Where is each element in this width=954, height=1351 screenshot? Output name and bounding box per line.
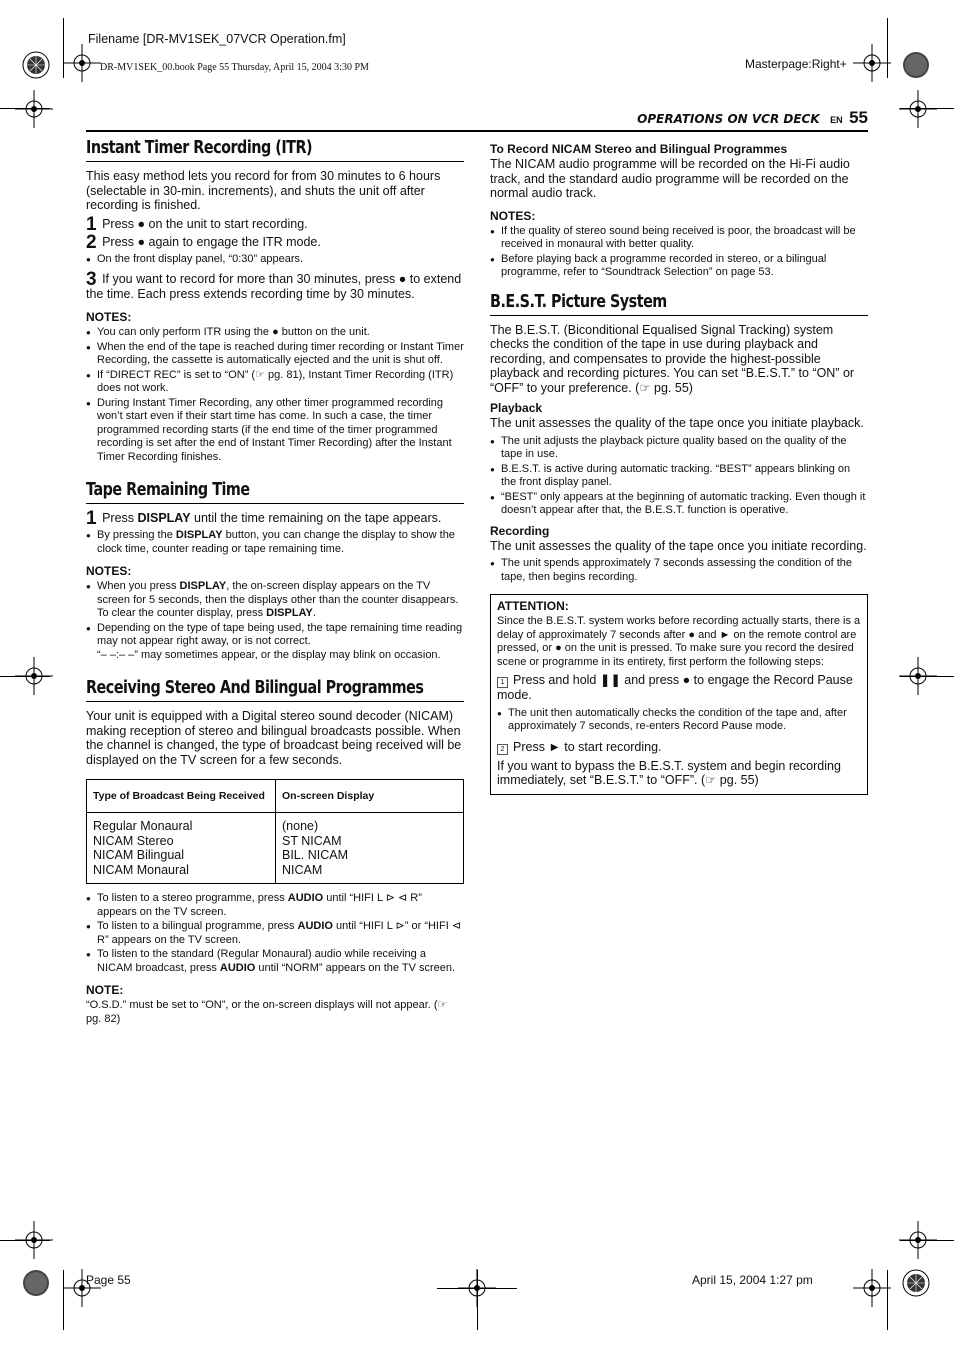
itr-heading — [86, 138, 464, 162]
trt-title: Tape Remaining Time — [86, 480, 250, 500]
crosshair-icon — [899, 90, 937, 128]
list-item: ● B.E.S.T. is active during automatic tracking. “BEST” appears blinking on the front display panel. — [490, 463, 868, 490]
itr-intro: This easy method lets you record for from 30 minutes to 6 hours (selectable in 30-min. increments), and shuts the unit off after recording is finished. — [86, 169, 441, 212]
text: “– –:– –” may sometimes appear, or the display may blink on occasion. — [97, 648, 441, 661]
text: until “HIFI L ⊳” or “HIFI ⊲ R” appears on the TV screen. — [97, 920, 462, 946]
crosshair-icon — [15, 657, 53, 695]
list-item — [86, 580, 464, 621]
display-key: DISPLAY — [175, 529, 223, 541]
text: Depending on the type of tape being used, the tape remaining time reading may not appear right away, or is not correct. — [97, 621, 463, 647]
best-intro: The B.E.S.T. (Biconditional Equalised Signal Tracking) system checks the condition of the tape in use during playback and recording, and compensates to provide the highest-possible playback and recording pictures. You can set “B.E.S.T.” to “ON” or “OFF” to your preference. (☞ pg. 55) — [490, 322, 855, 395]
audio-key: AUDIO — [297, 920, 333, 932]
itr-notes-label: NOTES: — [86, 310, 132, 324]
running-header — [620, 108, 868, 128]
crosshair-icon — [63, 44, 101, 82]
playback-label: Playback — [490, 401, 543, 415]
itr-notes — [86, 326, 464, 464]
playback-notes — [490, 435, 868, 518]
list-item: ● If “DIRECT REC” is set to “ON” (☞ pg. 81), Instant Timer Recording (ITR) does not work. — [86, 369, 464, 396]
attention-step-2 — [497, 740, 861, 755]
slug-book: DR-MV1SEK_00.book Page 55 Thursday, April 15, 2004 3:30 PM — [100, 62, 369, 73]
step-text: Press — [102, 511, 138, 525]
list-item: ● “BEST” only appears at the beginning of automatic tracking. Even though it doesn’t appear after that, the B.E.S.T. function is operative. — [490, 491, 868, 518]
registration-mark-icon — [17, 1264, 55, 1302]
step-text: Press and hold ❚❚ and press ● to engage the Record Pause mode. — [497, 673, 853, 702]
attention-box — [490, 594, 868, 795]
table-header: Type of Broadcast Being Received — [87, 780, 276, 813]
broadcast-table — [86, 779, 464, 884]
list-item: ● The unit adjusts the playback picture quality based on the quality of the tape in use. — [490, 435, 868, 462]
text: button, you can change the display to show the clock time, counter reading or tape remaining time. — [97, 529, 455, 555]
attention-step-1 — [497, 673, 861, 703]
table-row — [87, 813, 464, 884]
list-item: ● When the end of the tape is reached during timer recording or Instant Timer Recording, the cassette is automatically ejected and the unit is shut off. — [86, 341, 464, 368]
step-number: 1 — [86, 508, 97, 529]
crosshair-icon — [458, 1269, 496, 1307]
step-text: If you want to record for more than 30 minutes, press ● to extend the time. Each press extends recording time by 30 minutes. — [86, 272, 462, 301]
right-column — [490, 142, 868, 795]
crosshair-icon — [15, 90, 53, 128]
onscreen-display: NICAM — [282, 862, 323, 877]
table-header-row — [87, 780, 464, 813]
crosshair-icon — [853, 1269, 891, 1307]
stereo-note: “O.S.D.” must be set to “ON”, or the on-screen displays will not appear. (☞ pg. 82) — [86, 999, 448, 1025]
stereo-title: Receiving Stereo And Bilingual Programmes — [86, 678, 424, 698]
display-key: DISPLAY — [179, 580, 227, 592]
registration-mark-icon — [897, 1264, 935, 1302]
text: , the on-screen display appears on the TV screen for 5 seconds, then the displays other than the counter disappears. To clear the counter display, press — [97, 580, 459, 619]
audio-key: AUDIO — [287, 892, 324, 904]
playback-text: The unit assesses the quality of the tape once you initiate playback. — [490, 416, 864, 430]
step-text: Press ► to start recording. — [513, 739, 662, 754]
step-number: 2 — [497, 744, 508, 755]
trt-bullet — [86, 529, 464, 556]
trt-heading — [86, 480, 464, 504]
text: By pressing the — [97, 529, 176, 541]
slug-masterpage: Masterpage:Right+ — [745, 57, 847, 71]
attention-step-1-note: ● The unit then automatically checks the condition of the tape and, after approximately 7 seconds, re-enters Record Pause mode. — [497, 707, 861, 734]
left-column — [86, 138, 464, 1030]
list-item: ● During Instant Timer Recording, any other timer programmed recording won’t start even if their start time has come. In such a case, the timer programmed recording starts (if the end time of the timer programmed recording is set after the end of Instant Timer Recording) after the Instant Timer Recording finishes. — [86, 397, 464, 465]
attention-text: Since the B.E.S.T. system works before recording actually starts, there is a delay of approximately 7 seconds after ● and ► on the remote control are pressed, or ● on the unit is pressed. To make sure you record the desired scene or programme in its entirety, first perform the following steps: — [497, 615, 861, 668]
table-cell — [276, 813, 464, 884]
slug-date: April 15, 2004 1:27 pm — [692, 1273, 813, 1287]
text: To listen to a bilingual programme, press — [97, 920, 298, 932]
audio-key: AUDIO — [219, 961, 256, 974]
list-item: ● You can only perform ITR using the ● button on the unit. — [86, 326, 464, 340]
broadcast-type: Regular Monaural — [93, 819, 193, 833]
nicam-notes-label: NOTES: — [490, 208, 536, 223]
step-number: 2 — [86, 231, 97, 253]
text: To listen to the standard (Regular Monaural) audio while receiving a NICAM broadcast, press — [97, 948, 426, 974]
onscreen-display: ST NICAM — [282, 833, 342, 848]
list-item — [86, 892, 464, 919]
step-text: Press ● on the unit to start recording. — [102, 216, 308, 231]
itr-step-3 — [86, 269, 464, 302]
itr-step-2-note: ● On the front display panel, “0:30” appears. — [86, 253, 464, 267]
onscreen-display: BIL. NICAM — [282, 848, 348, 862]
onscreen-display: (none) — [282, 819, 319, 833]
crosshair-icon — [15, 1221, 53, 1259]
step-number: 1 — [497, 677, 508, 688]
list-item — [86, 920, 464, 947]
text: until “HIFI L ⊳ ⊲ R” appears on the TV screen. — [97, 892, 422, 918]
table-cell — [87, 813, 276, 884]
itr-title: Instant Timer Recording (ITR) — [86, 138, 313, 158]
slug-filename: Filename [DR-MV1SEK_07VCR Operation.fm] — [88, 32, 346, 46]
list-item — [86, 948, 464, 975]
registration-mark-icon — [897, 46, 935, 84]
best-heading — [490, 292, 868, 316]
crosshair-icon — [899, 657, 937, 695]
recording-label: Recording — [490, 523, 550, 538]
best-title: B.E.S.T. Picture System — [490, 291, 667, 312]
display-key: DISPLAY — [266, 607, 313, 619]
text: . — [312, 607, 316, 619]
page-number: 55 — [849, 108, 868, 127]
trt-step-1 — [86, 508, 464, 529]
step-text: until the time remaining on the tape appears. — [190, 511, 442, 525]
section-title: OPERATIONS ON VCR DECK — [637, 112, 820, 126]
list-item: ● The unit spends approximately 7 seconds assessing the condition of the tape, then begins recording. — [490, 557, 868, 584]
lang-label: EN — [830, 115, 843, 125]
list-item: ● If the quality of stereo sound being received is poor, the broadcast will be received in monaural with better quality. — [490, 225, 868, 252]
itr-step-1 — [86, 213, 464, 235]
list-item: ● Before playing back a programme recorded in stereo, or a bilingual programme, refer to “Soundtrack Selection” on page 53. — [490, 253, 868, 280]
table-header: On-screen Display — [276, 780, 464, 813]
trt-notes — [86, 580, 464, 662]
broadcast-type: NICAM Monaural — [93, 862, 189, 877]
attention-bypass: If you want to bypass the B.E.S.T. system and begin recording immediately, set “B.E.S.T.” to “OFF”. (☞ pg. 55) — [497, 758, 841, 787]
nicam-subtitle: To Record NICAM Stereo and Bilingual Programmes — [490, 142, 788, 156]
text: until “NORM” appears on the TV screen. — [255, 961, 456, 974]
display-key: DISPLAY — [137, 511, 191, 525]
header-rule — [86, 130, 868, 132]
stereo-note-label: NOTE: — [86, 983, 124, 997]
recording-text: The unit assesses the quality of the tape once you initiate recording. — [490, 538, 867, 553]
attention-label: ATTENTION: — [497, 599, 569, 613]
step-number: 1 — [86, 213, 97, 235]
stereo-heading — [86, 678, 464, 702]
step-text: Press ● again to engage the ITR mode. — [102, 234, 321, 249]
stereo-intro: Your unit is equipped with a Digital stereo sound decoder (NICAM) making reception of stereo and bilingual broadcasts possible. When the channel is changed, the type of broadcast being received will be displayed on the TV screen for a few seconds. — [86, 709, 462, 767]
recording-notes — [490, 557, 868, 584]
nicam-notes — [490, 225, 868, 280]
itr-step-2 — [86, 231, 464, 253]
trt-notes-label: NOTES: — [86, 564, 132, 578]
crosshair-icon — [899, 1221, 937, 1259]
text: To listen to a stereo programme, press — [97, 892, 288, 904]
stereo-bullets — [86, 892, 464, 975]
nicam-text: The NICAM audio programme will be recorded on the Hi-Fi audio track, and the standard audio programme will be recorded on the normal audio track. — [490, 157, 850, 200]
broadcast-type: NICAM Bilingual — [93, 848, 185, 862]
list-item — [86, 622, 464, 663]
step-number: 3 — [86, 269, 97, 290]
crosshair-icon — [853, 44, 891, 82]
text: When you press — [97, 580, 180, 592]
registration-mark-icon — [17, 46, 55, 84]
slug-page: Page 55 — [86, 1273, 131, 1287]
broadcast-type: NICAM Stereo — [93, 833, 174, 848]
